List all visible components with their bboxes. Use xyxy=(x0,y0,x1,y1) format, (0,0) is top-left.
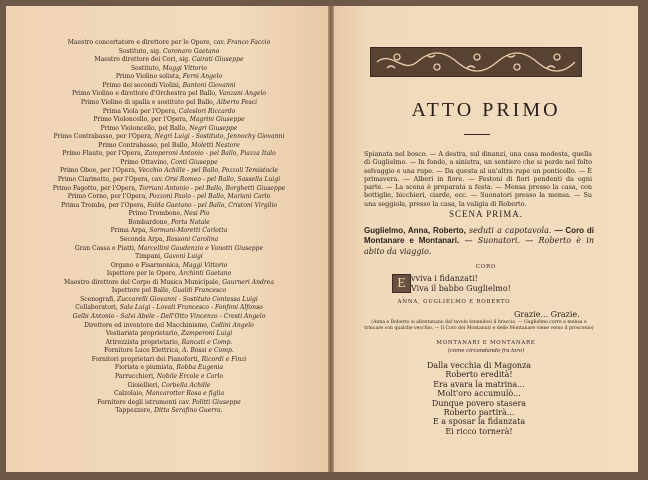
scene-heading: SCENA PRIMA. xyxy=(448,209,523,219)
credit-line xyxy=(20,270,318,279)
credit-role: Maestro direttore dei Cori, sig. xyxy=(94,56,192,64)
credit-name: Falda Gaetano - pel Ballo, Cristoni Virgilio xyxy=(147,201,278,209)
credit-name: Zuccarelli Giovanni - Sostituto Contessa Luigi xyxy=(117,295,258,303)
credit-name: Gaurneri Andrea xyxy=(222,278,274,286)
credits-list xyxy=(20,39,318,416)
credit-role: Direttore ed inventore del Macchinismo, xyxy=(84,321,211,329)
grazie-line: Grazie... Grazie. xyxy=(514,310,580,319)
credit-role: Sostituto, sig. xyxy=(118,47,163,55)
credit-line xyxy=(20,48,318,57)
credit-role: Prima Arpa, xyxy=(110,227,150,235)
credit-name: Coronaro Gaetano xyxy=(162,47,220,55)
book-spread xyxy=(6,6,638,472)
credit-role: Calzolaio, xyxy=(113,390,146,398)
credit-name: Nesi Pio xyxy=(183,210,210,218)
credit-name: Zamperoni Luigi xyxy=(181,330,233,338)
credit-line xyxy=(20,56,318,65)
stanza-line: Era avara la matrina... xyxy=(433,379,525,389)
cast-direction-2: — Suonatori. — Roberto è in abito da viaggio. xyxy=(364,236,594,256)
credit-role: Primo Clarinetto, per l'Opera, cav. xyxy=(57,176,165,183)
credit-name: Gualdi Francesco xyxy=(172,287,227,295)
credit-name: Robba Eugenia xyxy=(176,364,224,372)
credit-role: Fornitore Luce Elettrica, xyxy=(104,347,183,355)
credit-role: Maestro direttore del Corpo di Musica Municipale, xyxy=(64,278,223,286)
trio-heading: ANNA, GUGLIELMO E ROBERTO xyxy=(397,299,511,305)
credit-line xyxy=(20,116,318,125)
credit-role: Fiorista e piumista, xyxy=(114,364,177,372)
act-title: ATTO PRIMO xyxy=(411,99,561,121)
coro-line-1: vviva i fidanzati! xyxy=(411,274,478,283)
credit-name: Cairati Giuseppe xyxy=(191,56,244,64)
credit-line xyxy=(20,133,318,142)
credit-line xyxy=(20,39,318,48)
credit-line xyxy=(20,373,318,382)
credit-name: Caloslori Riccardo xyxy=(178,107,236,115)
credit-name: Ricordi e Finzi xyxy=(201,355,247,363)
stage-note: (Anna e Roberto si allontanano dal tavolo tenendosi il braccio. — Guglielmo corre a mensa e trincare con qualche vecchio. — Il Coro dei Montanari e delle Montanare viene verso il proscenio) xyxy=(364,320,594,331)
credit-name: Ferni Angelo xyxy=(182,73,223,81)
ornament-vine-icon xyxy=(371,48,580,75)
credit-name: Politti Giuseppe xyxy=(192,398,241,406)
credit-name: Porta Natale xyxy=(171,218,210,226)
drop-cap: E xyxy=(392,274,411,293)
credit-line xyxy=(20,399,318,408)
credit-role: Primo Violino solista, xyxy=(115,73,183,81)
credit-role: Primo Oboe, per l'Opera, xyxy=(59,167,139,175)
ornamental-banner xyxy=(370,47,582,77)
credit-role: Primo Violoncello, per l'Opera, xyxy=(93,116,190,124)
credit-line xyxy=(20,382,318,391)
credit-role: Primo Fagotto, per l'Opera, xyxy=(52,184,139,192)
credit-line xyxy=(20,356,318,365)
credit-line xyxy=(20,330,318,339)
montanari-heading: MONTANARI E MONTANARE xyxy=(436,340,536,346)
credit-line xyxy=(20,227,318,236)
credit-role: Parrucchieri, xyxy=(114,372,157,380)
credit-line xyxy=(20,407,318,416)
credit-name: Archinti Gaetano xyxy=(179,270,232,278)
cast-chorus: — Coro di Montanare e Montanari. xyxy=(364,226,595,246)
credit-line xyxy=(20,253,318,262)
credit-role: Sostituto, xyxy=(130,64,163,72)
credit-name: Sormani-Moretti Carlotta xyxy=(149,227,228,235)
credit-line xyxy=(20,313,318,322)
credit-role: Attrezzista proprietario, xyxy=(105,338,182,346)
credit-line xyxy=(20,347,318,356)
credit-name: Zamperoni Antonio - pel Ballo, Piazza Italo xyxy=(144,150,276,158)
credit-role: Primo Corno, per l'Opera, xyxy=(67,193,150,201)
scene-cast xyxy=(364,226,594,257)
credit-role: Prima Tromba, per l'Opera, xyxy=(60,201,148,209)
stanza-line: Roberto partirà... xyxy=(443,408,515,418)
cast-direction-1: seduti a capotavola. xyxy=(469,226,552,235)
credit-role: Gioiellieri, xyxy=(127,381,162,389)
credit-role: Primo Trombone, xyxy=(128,210,184,218)
credit-name: Maggi Vittorio xyxy=(162,64,208,72)
credit-role: Primo dei secondi Violini, xyxy=(102,81,183,89)
credit-role: Seconda Arpa, xyxy=(119,235,167,243)
credit-line xyxy=(20,364,318,373)
credit-name: Conti Giuseppe xyxy=(170,158,218,166)
credit-role: Gran Cassa e Piatti, xyxy=(74,244,138,252)
credit-line xyxy=(20,339,318,348)
credit-name: Pozzoni Paolo - pel Ballo, Mariani Carlo xyxy=(149,193,271,201)
stanza-line: Ei ricco tornerà! xyxy=(445,426,513,436)
credit-name: Sala Luigi - Lovati Francesco - Fonfoni Alfonso xyxy=(119,304,263,312)
credit-line xyxy=(20,262,318,271)
stage-directions: Spianata nel bosco. — A destra, sul dinanzi, una casa modesta, quella di Guglielmo. — In fondo, a sinistra, un sentiero che si perde nel folto selvaggio e una rupe. — Da questa al un'altra rupe un ponticello. — È primavera. — Alberi in fiore. — Festoni di fiori pendenti da ogni parte. — La scena è preparata a festa. — Mensa presso la casa, con bottiglie, bicchieri, ciarde, ecc. — Suonatori presso la mensa. — Su una seggiola, presso la casa, la valigia di Roberto. xyxy=(364,150,592,208)
credit-line xyxy=(20,125,318,134)
credit-role: Fornitore degli istrumenti cav. xyxy=(97,398,193,406)
credit-line xyxy=(20,287,318,296)
credit-role: Primo Violino e direttore d'Orchestra pel Ballo, xyxy=(71,90,219,98)
credit-name: Alberto Pesci xyxy=(216,98,258,106)
credit-line xyxy=(20,202,318,211)
coro-heading: CORO xyxy=(475,264,497,270)
left-page xyxy=(6,6,328,472)
credit-name: Rossoni Carolina xyxy=(166,235,219,243)
credit-role: Ispettore pel Ballo, xyxy=(111,287,173,295)
credit-name: Maggi Vittorio xyxy=(182,261,228,269)
credit-line xyxy=(20,193,318,202)
title-rule xyxy=(464,134,490,135)
stanza-line: Roberto eredità! xyxy=(445,370,513,380)
credit-role: Tappezzere, xyxy=(115,407,155,415)
credit-name: Negri Giuseppe xyxy=(189,124,238,132)
credit-role: Fornitori proprietari dei Pianoforti, xyxy=(91,355,202,363)
credit-line xyxy=(20,210,318,219)
credit-role: Bombardone, xyxy=(128,218,172,226)
stanza-line: Dalla vecchia di Magonza xyxy=(426,361,532,370)
credit-line xyxy=(20,65,318,74)
credit-name: Magrini Giuseppe xyxy=(189,116,245,124)
credit-line xyxy=(20,219,318,228)
credit-line xyxy=(20,90,318,99)
credit-role: Primo Flauto, per l'Opera, xyxy=(62,150,145,158)
credit-line xyxy=(20,296,318,305)
credit-line xyxy=(20,322,318,331)
credit-role: Scenografi, xyxy=(80,295,118,303)
credit-role: Timpani, xyxy=(135,253,164,261)
credit-line xyxy=(20,73,318,82)
cast-names: Guglielmo, Anna, Roberto, xyxy=(364,226,466,235)
credit-name: A. Bossi e Comp. xyxy=(182,347,234,355)
credit-name: Vecchio Achille - pel Ballo, Pozzoli Temistocle xyxy=(138,167,278,175)
credit-line xyxy=(20,176,318,185)
credit-name: Franco Faccio xyxy=(226,39,271,46)
credit-line xyxy=(20,245,318,254)
montanari-direction: (come circondando fra loro) xyxy=(447,348,525,354)
credit-name: Gavoni Luigi xyxy=(163,253,203,261)
credit-name: Ditta Serafino Guerra. xyxy=(154,407,223,415)
credit-name: Marcellini Gaudenzio e Vanotti Giuseppe xyxy=(137,244,264,252)
credit-role: Primo Contrabasso, per l'Opera, xyxy=(53,133,155,141)
credit-line xyxy=(20,167,318,176)
credit-line xyxy=(20,236,318,245)
credit-name: Gelbi Antonio - Salvi Abele - Dell'Otto Vincenzo - Cresti Angelo xyxy=(72,313,266,320)
credit-role: Organo e Fisarmonica, xyxy=(110,261,183,269)
credit-name: Negri Luigi - Sostituto, Jennochy Giovanni xyxy=(154,133,285,141)
credit-role: Maestro concertatore e direttore per le Opere, cav. xyxy=(67,39,227,46)
credit-role: Ispettore per le Opere, xyxy=(106,270,179,278)
coro-line-2: Viva il babbo Guglielmo! xyxy=(411,284,511,293)
credit-role: Collaboratori, xyxy=(75,304,120,312)
credit-line xyxy=(20,304,318,313)
credit-line xyxy=(20,279,318,288)
credit-name: Mancarotter Rosa e figlia xyxy=(145,390,225,398)
credit-name: Moletti Nestore xyxy=(191,141,240,149)
stanza-line: E a sposar la fidanzata xyxy=(432,417,526,427)
credit-role: Vestiarista proprietario, xyxy=(105,330,182,338)
credit-role: Prima Viola per l'Opera, xyxy=(102,107,179,115)
credit-role: Primo Violino di spalla e sostituto pel Ballo, xyxy=(80,98,217,106)
credit-name: Collini Angelo xyxy=(210,321,254,329)
credit-name: Rancati e Comp. xyxy=(181,338,233,346)
verse-stanza xyxy=(364,361,594,436)
credit-name: Orsi Romeo - pel Ballo, Sassella Luigi xyxy=(165,176,281,183)
credit-line xyxy=(20,108,318,117)
stanza-line: Molt'oro accumulò... xyxy=(437,389,521,399)
credit-line xyxy=(20,142,318,151)
stanza-line: Dunque povero stasera xyxy=(431,398,527,408)
credit-line xyxy=(20,82,318,91)
credit-line xyxy=(20,390,318,399)
credit-role: Primo Ottavino, xyxy=(120,158,171,166)
credit-name: Nobile Ercole e Carlo xyxy=(156,372,224,380)
credit-name: Torriani Antonio - pel Ballo, Borghetti Giuseppe xyxy=(138,184,286,192)
credit-line xyxy=(20,150,318,159)
credit-line xyxy=(20,185,318,194)
right-page xyxy=(334,6,638,472)
credit-line xyxy=(20,159,318,168)
credit-name: Corbella Achille xyxy=(161,381,211,389)
credit-line xyxy=(20,99,318,108)
credit-name: Bantoni Giovanni xyxy=(182,81,236,89)
credit-name: Vanzani Angelo xyxy=(218,90,267,98)
credit-role: Primo Contrabasso, pel Ballo, xyxy=(98,141,192,149)
credit-role: Primo Violoncello, pel Ballo, xyxy=(100,124,190,132)
